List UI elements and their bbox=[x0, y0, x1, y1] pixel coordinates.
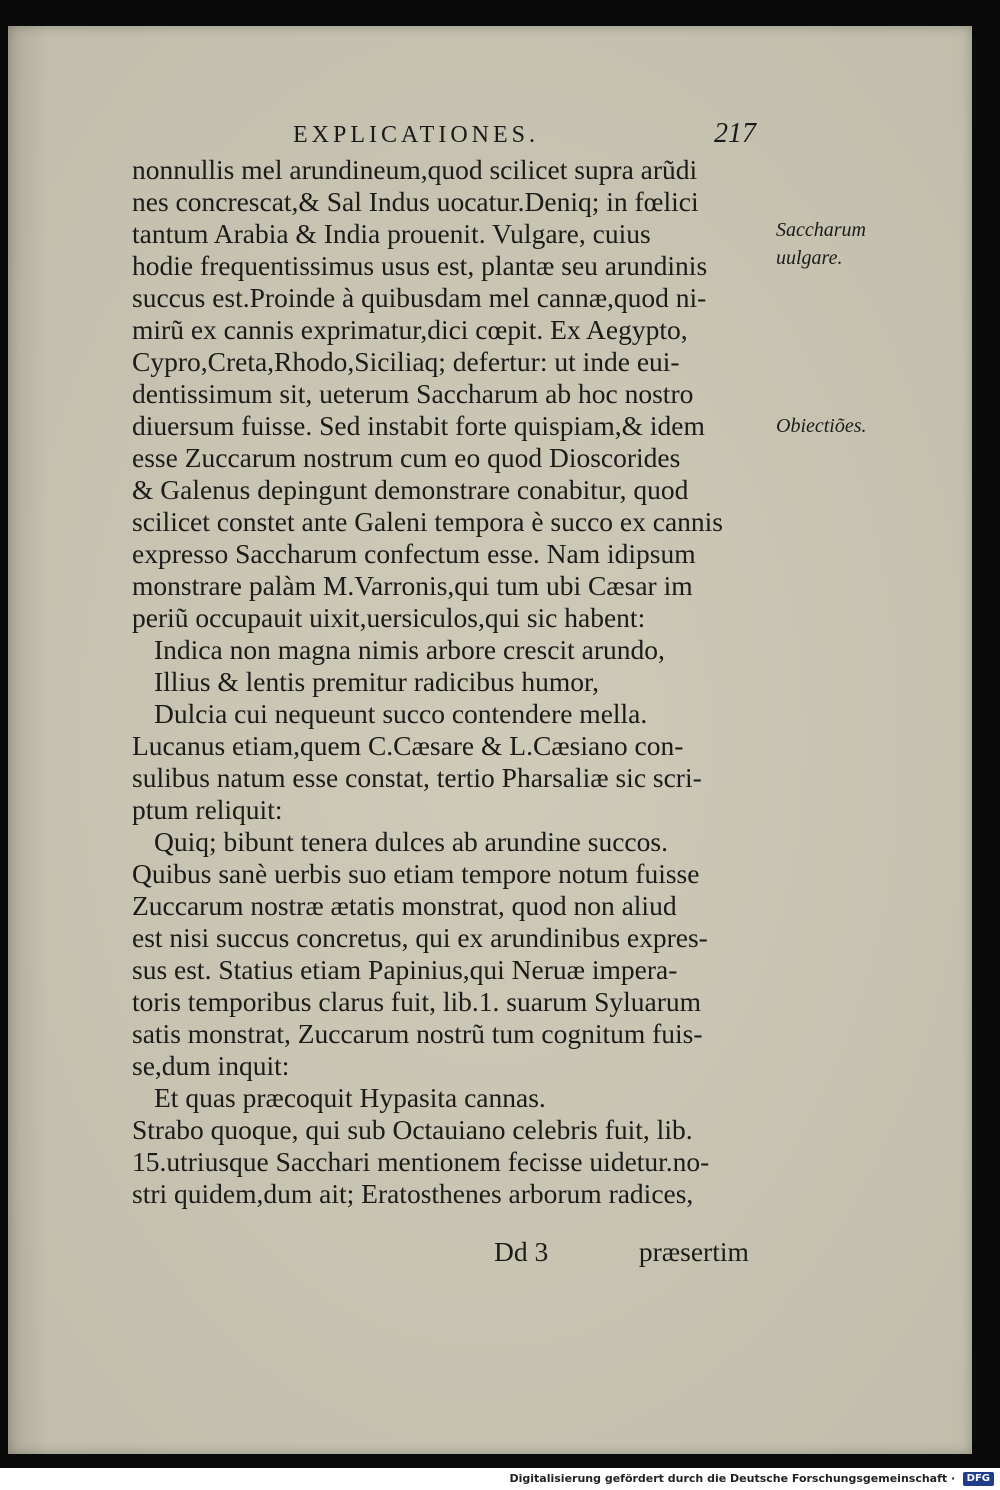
catchword: præsertim bbox=[638, 1236, 749, 1267]
text-line: monstrare palàm M.Varronis,qui tum ubi Cæsar im bbox=[132, 570, 693, 601]
text-line: 15.utriusque Sacchari mentionem fecisse uidetur.no- bbox=[132, 1146, 710, 1177]
text-line: tantum Arabia & India prouenit. Vulgare, cuius bbox=[132, 218, 651, 249]
footer-bar bbox=[0, 1468, 1000, 1490]
text-line: scilicet constet ante Galeni tempora è succo ex cannis bbox=[132, 506, 724, 537]
text-line: expresso Saccharum confectum esse. Nam idipsum bbox=[132, 538, 696, 569]
verse-line: Et quas præcoquit Hypasita cannas. bbox=[154, 1082, 546, 1113]
main-text-block bbox=[132, 154, 772, 1210]
text-line: est nisi succus concretus, qui ex arundinibus expres- bbox=[132, 922, 708, 953]
text-line: & Galenus depingunt demonstrare conabitur, quod bbox=[132, 474, 689, 505]
signature-mark: Dd 3 bbox=[494, 1236, 549, 1267]
dfg-logo: DFG bbox=[963, 1472, 994, 1486]
text-line: stri quidem,dum ait; Eratosthenes arborum radices, bbox=[132, 1178, 694, 1209]
verse-line: Illius & lentis premitur radicibus humor, bbox=[154, 666, 599, 697]
text-line: succus est.Proinde à quibusdam mel cannæ,quod ni- bbox=[132, 282, 707, 313]
text-line: sus est. Statius etiam Papinius,qui Neruæ impera- bbox=[132, 954, 678, 985]
signature-catchword-line bbox=[494, 1236, 749, 1268]
text-line: toris temporibus clarus fuit, lib.1. suarum Syluarum bbox=[132, 986, 702, 1017]
text-line: esse Zuccarum nostrum cum eo quod Dioscorides bbox=[132, 442, 681, 473]
text-line: satis monstrat, Zuccarum nostrũ tum cognitum fuis- bbox=[132, 1018, 703, 1049]
marginal-note-line: Saccharum bbox=[776, 219, 866, 241]
text-line: Quibus sanè uerbis suo etiam tempore notum fuisse bbox=[132, 858, 700, 889]
marginal-note-obiectiones bbox=[776, 412, 896, 440]
footer-credit: Digitalisierung gefördert durch die Deutsche Forschungsgemeinschaft · bbox=[509, 1472, 956, 1485]
marginal-note-saccharum bbox=[776, 216, 896, 272]
text-line: diuersum fuisse. Sed instabit forte quispiam,& idem bbox=[132, 410, 705, 441]
text-line: mirũ ex cannis exprimatur,dici cœpit. Ex Aegypto, bbox=[132, 314, 688, 345]
verse-line: Dulcia cui nequeunt succo contendere mella. bbox=[154, 698, 648, 729]
book-page bbox=[8, 26, 972, 1454]
text-line: hodie frequentissimus usus est, plantæ seu arundinis bbox=[132, 250, 708, 281]
text-line: Strabo quoque, qui sub Octauiano celebris fuit, lib. bbox=[132, 1114, 693, 1145]
running-head: EXPLICATIONES. bbox=[293, 122, 539, 148]
text-line: dentissimum sit, ueterum Saccharum ab hoc nostro bbox=[132, 378, 694, 409]
marginal-note-line: uulgare. bbox=[776, 247, 843, 269]
text-line: se,dum inquit: bbox=[132, 1050, 290, 1081]
verse-line: Quiq; bibunt tenera dulces ab arundine succos. bbox=[154, 826, 668, 857]
text-line: nes concrescat,& Sal Indus uocatur.Deniq; in fœlici bbox=[132, 186, 699, 217]
verse-line: Indica non magna nimis arbore crescit arundo, bbox=[154, 634, 665, 665]
text-line: periũ occupauit uixit,uersiculos,qui sic habent: bbox=[132, 602, 646, 633]
text-line: Cypro,Creta,Rhodo,Siciliaq; defertur: ut inde eui- bbox=[132, 346, 680, 377]
text-line: Zuccarum nostræ ætatis monstrat, quod non aliud bbox=[132, 890, 677, 921]
text-line: Lucanus etiam,quem C.Cæsare & L.Cæsiano con- bbox=[132, 730, 684, 761]
text-line: ptum reliquit: bbox=[132, 794, 283, 825]
text-line: nonnullis mel arundineum,quod scilicet supra arũdi bbox=[132, 154, 698, 185]
page-number: 217 bbox=[714, 118, 756, 149]
marginal-note-line: Obiectiões. bbox=[776, 415, 867, 437]
text-line: sulibus natum esse constat, tertio Pharsaliæ sic scri- bbox=[132, 762, 702, 793]
